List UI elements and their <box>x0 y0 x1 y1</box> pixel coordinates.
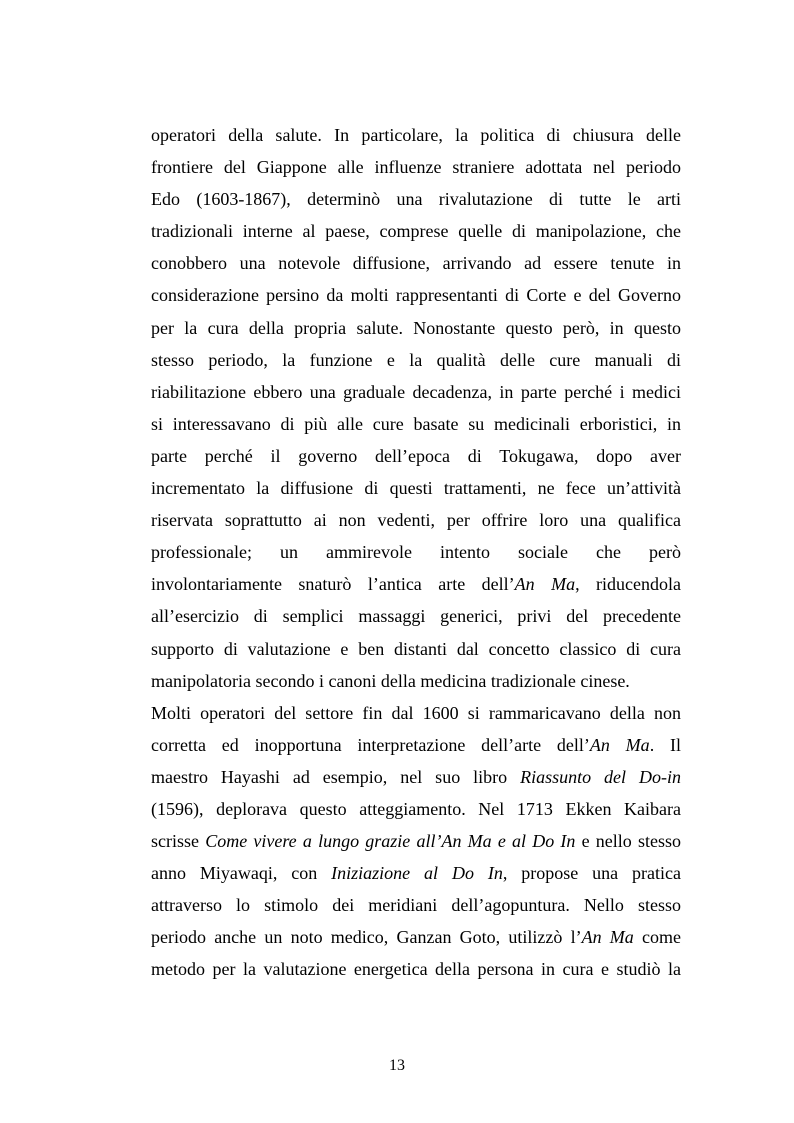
text-line <box>151 119 681 151</box>
text-run: all’esercizio di semplici massaggi generici, privi del precedente <box>151 606 681 627</box>
page-body <box>151 119 681 986</box>
text-line <box>151 440 681 472</box>
text-line <box>151 376 681 408</box>
text-line <box>151 312 681 344</box>
italic-title: Iniziazione al Do In <box>331 863 503 884</box>
text-line <box>151 953 681 985</box>
text-run: (1596), deplorava questo atteggiamento. Nel 1713 Ekken Kaibara <box>151 798 681 819</box>
text-line <box>151 183 681 215</box>
text-run: scrisse <box>151 831 206 852</box>
text-run: attraverso lo stimolo dei meridiani dell’agopuntura. Nello stesso <box>151 895 681 916</box>
text-line <box>151 408 681 440</box>
italic-title: An Ma <box>589 734 650 755</box>
text-run: operatori della salute. In particolare, la politica di chiusura delle <box>151 125 681 145</box>
text-run: e nello stesso <box>575 831 681 852</box>
text-line <box>151 600 681 632</box>
text-line <box>151 857 681 889</box>
text-run: Molti operatori del settore fin dal 1600 si rammaricavano della non <box>151 702 681 723</box>
text-line <box>151 697 681 729</box>
text-line <box>151 921 681 953</box>
text-run: involontariamente snaturò l’antica arte dell’ <box>151 574 515 595</box>
text-run: supporto di valutazione e ben distanti dal concetto classico di cura <box>151 638 681 659</box>
text-run: professionale; un ammirevole intento sociale che però <box>151 542 681 563</box>
text-line <box>151 247 681 279</box>
text-run: anno Miyawaqi, con <box>151 863 332 884</box>
text-line <box>151 729 681 761</box>
text-run: tradizionali interne al paese, comprese quelle di manipolazione, che <box>151 221 681 242</box>
text-run: manipolatoria secondo i canoni della medicina tradizionale cinese. <box>151 670 630 691</box>
text-line <box>151 472 681 504</box>
paragraph <box>151 697 681 986</box>
text-line <box>151 215 681 247</box>
text-run: per la cura della propria salute. Nonostante questo però, in questo <box>151 317 681 338</box>
text-run: incrementato la diffusione di questi trattamenti, ne fece un’attività <box>151 478 681 499</box>
italic-title: An Ma <box>581 927 634 948</box>
text-run: frontiere del Giappone alle influenze straniere adottata nel periodo <box>151 157 681 178</box>
text-line <box>151 536 681 568</box>
italic-title: Come vivere a lungo grazie all’An Ma e al Do In <box>205 831 576 852</box>
text-run: considerazione persino da molti rappresentanti di Corte e del Governo <box>151 285 681 306</box>
text-line <box>151 889 681 921</box>
text-line <box>151 344 681 376</box>
paragraph <box>151 119 681 697</box>
text-run: conobbero una notevole diffusione, arrivando ad essere tenute in <box>151 253 681 274</box>
text-run: stesso periodo, la funzione e la qualità delle cure manuali di <box>151 349 681 370</box>
text-run: periodo anche un noto medico, Ganzan Goto, utilizzò l’ <box>151 927 582 948</box>
text-line <box>151 151 681 183</box>
text-run: parte perché il governo dell’epoca di Tokugawa, dopo aver <box>151 445 681 466</box>
text-run: maestro Hayashi ad esempio, nel suo libro <box>151 766 521 787</box>
italic-title: An Ma <box>514 574 576 595</box>
italic-title: Riassunto del Do-in <box>520 766 681 787</box>
text-run: corretta ed inopportuna interpretazione dell’arte dell’ <box>151 734 590 755</box>
text-run: come <box>633 927 681 948</box>
text-line <box>151 761 681 793</box>
text-run: riabilitazione ebbero una graduale decadenza, in parte perché i medici <box>151 381 681 402</box>
text-line <box>151 793 681 825</box>
text-line <box>151 633 681 665</box>
page-number: 13 <box>389 1057 405 1074</box>
text-run: , riducendola <box>575 574 682 595</box>
text-run: si interessavano di più alle cure basate su medicinali erboristici, in <box>151 413 681 434</box>
text-line <box>151 825 681 857</box>
text-run: , propose una pratica <box>502 863 681 884</box>
text-line <box>151 504 681 536</box>
text-line <box>151 279 681 311</box>
text-run: . Il <box>649 734 681 755</box>
text-line <box>151 665 681 697</box>
text-run: Edo (1603-1867), determinò una rivalutazione di tutte le arti <box>151 189 681 210</box>
text-run: riservata soprattutto ai non vedenti, per offrire loro una qualifica <box>151 510 681 531</box>
text-line <box>151 568 681 600</box>
text-run: metodo per la valutazione energetica della persona in cura e studiò la <box>151 959 681 980</box>
